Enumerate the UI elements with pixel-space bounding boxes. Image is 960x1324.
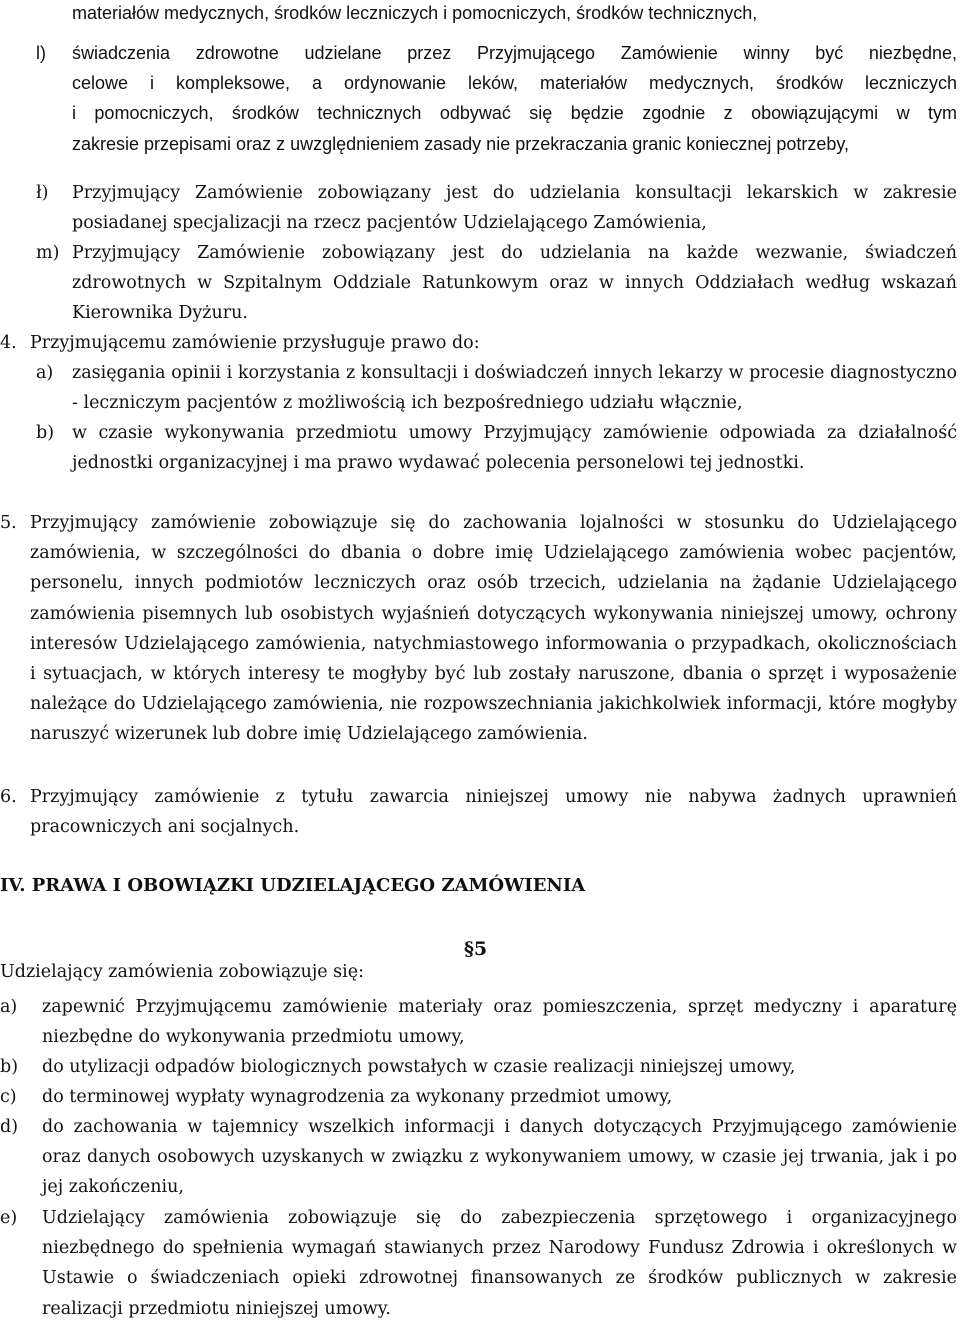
point-5: [0, 508, 957, 750]
point-4-item-a: [36, 358, 957, 418]
section-heading: IV. PRAWA I OBOWIĄZKI UDZIELAJĄCEGO ZAMÓWIENIA: [0, 875, 586, 896]
list-marker: ł): [36, 183, 49, 203]
text-line: celowe i kompleksowe, a ordynowanie leków, materiałów medycznych, środków leczniczych: [72, 73, 957, 94]
list-marker: b): [0, 1057, 19, 1077]
list-item-text: do zachowania w tajemnicy wszelkich informacji i danych dotyczących Przyjmującego zamówienie oraz danych osobowych uzyskanych w związku z wykonywaniem umowy, w czasie jej trwania, jak i po jej zakończeniu,: [42, 1117, 957, 1198]
list-marker: l): [36, 43, 46, 63]
list-marker: e): [0, 1208, 18, 1228]
list-item-text: Udzielający zamówienia zobowiązuje się do zabezpieczenia sprzętowego i organizacyjnego niezbędnego do spełnienia wymagań stawianych przez Narodowy Fundusz Zdrowia i określonych w Ustawie o świadczeniach opieki zdrowotnej finansowanych ze środków publicznych w zakresie realizacji przedmiotu niniejszej umowy.: [42, 1208, 957, 1319]
text-line: zakresie przepisami oraz z uwzględnieniem zasady nie przekraczania granic koniecznej potrzeby,: [72, 133, 850, 154]
point-6: [0, 782, 957, 842]
list-item-text: zapewnić Przyjmującemu zamówienie materiały oraz pomieszczenia, sprzęt medyczny i aparaturę niezbędne do wykonywania przedmiotu umowy,: [42, 997, 957, 1048]
list-item-text: do terminowej wypłaty wynagrodzenia za wykonany przedmiot umowy,: [42, 1087, 673, 1107]
list-item-text: [72, 38, 957, 159]
point-text: Przyjmującemu zamówienie przysługuje prawo do:: [30, 333, 480, 353]
point-text: Przyjmujący zamówienie z tytułu zawarcia niniejszej umowy nie nabywa żadnych uprawnień pracowniczych ani socjalnych.: [30, 787, 957, 838]
list-item-text: w czasie wykonywania przedmiotu umowy Przyjmujący zamówienie odpowiada za działalność jednostki organizacyjnej i ma prawo wydawać polecenia personelowi tej jednostki.: [72, 423, 957, 474]
point-number: 5.: [0, 513, 17, 533]
list-item-text: zasięgania opinii i korzystania z konsultacji i doświadczeń innych lekarzy w procesie diagnostyczno - leczniczym pacjentów z możliwością ich bezpośredniego udziału włącznie,: [72, 363, 957, 414]
obligation-item-d: [0, 1112, 957, 1203]
section-intro: Udzielający zamówienia zobowiązuje się:: [0, 962, 365, 982]
obligation-item-e: [0, 1203, 957, 1324]
list-item-text: Przyjmujący Zamówienie zobowiązany jest do udzielania na każde wezwanie, świadczeń zdrowotnych w Szpitalnym Oddziale Ratunkowym oraz w innych Oddziałach według wskazań Kierownika Dyżuru.: [72, 243, 957, 324]
obligation-item-c: [0, 1082, 957, 1112]
list-item-l: [36, 38, 957, 159]
list-item-m: [36, 238, 957, 329]
list-item-text: Przyjmujący Zamówienie zobowiązany jest do udzielania konsultacji lekarskich w zakresie posiadanej specjalizacji na rzecz pacjentów Udzielającego Zamówienia,: [72, 183, 957, 234]
list-marker: m): [36, 243, 60, 263]
list-marker: d): [0, 1117, 19, 1137]
point-4-item-b: [36, 418, 957, 478]
text-line: świadczenia zdrowotne udzielane przez Przyjmującego Zamówienie winny być niezbędne,: [72, 43, 957, 63]
list-item-l-stroke: [36, 178, 957, 238]
list-marker: c): [0, 1087, 17, 1107]
point-number: 4.: [0, 333, 17, 353]
obligation-item-a: [0, 992, 957, 1052]
point-number: 6.: [0, 787, 17, 807]
list-marker: a): [36, 363, 54, 383]
point-text: Przyjmujący zamówienie zobowiązuje się do zachowania lojalności w stosunku do Udzielającego zamówienia, w szczególności do dbania o dobre imię Udzielającego zamówienia wobec pacjentów, personelu, innych podmiotów leczniczych oraz osób trzecich, udzielania na żądanie Udzielającego zamówienia pisemnych lub osobistych wyjaśnień dotyczących wykonywania niniejszej umowy, ochrony interesów Udzielającego zamówienia, natychmiastowego informowania o przypadkach, okolicznościach i sytuacjach, w których interesy te mogłyby być lub zostały naruszone, dbania o sprzęt i wyposażenie należące do Udzielającego zamówienia, nie rozpowszechniania jakichkolwiek informacji, które mogłyby naruszyć wizerunek lub dobre imię Udzielającego zamówienia.: [30, 513, 957, 745]
list-marker: a): [0, 997, 18, 1017]
text-line: i pomocniczych, środków technicznych odbywać się będzie zgodnie z obowiązującymi w tym: [72, 103, 957, 124]
point-4: [0, 328, 957, 358]
obligation-item-b: [0, 1052, 957, 1082]
list-item-text: do utylizacji odpadów biologicznych powstałych w czasie realizacji niniejszej umowy,: [42, 1057, 796, 1077]
list-marker: b): [36, 423, 55, 443]
continuation-line: materiałów medycznych, środków leczniczych i pomocniczych, środków technicznych,: [72, 3, 758, 23]
paragraph-symbol: §5: [464, 938, 488, 960]
